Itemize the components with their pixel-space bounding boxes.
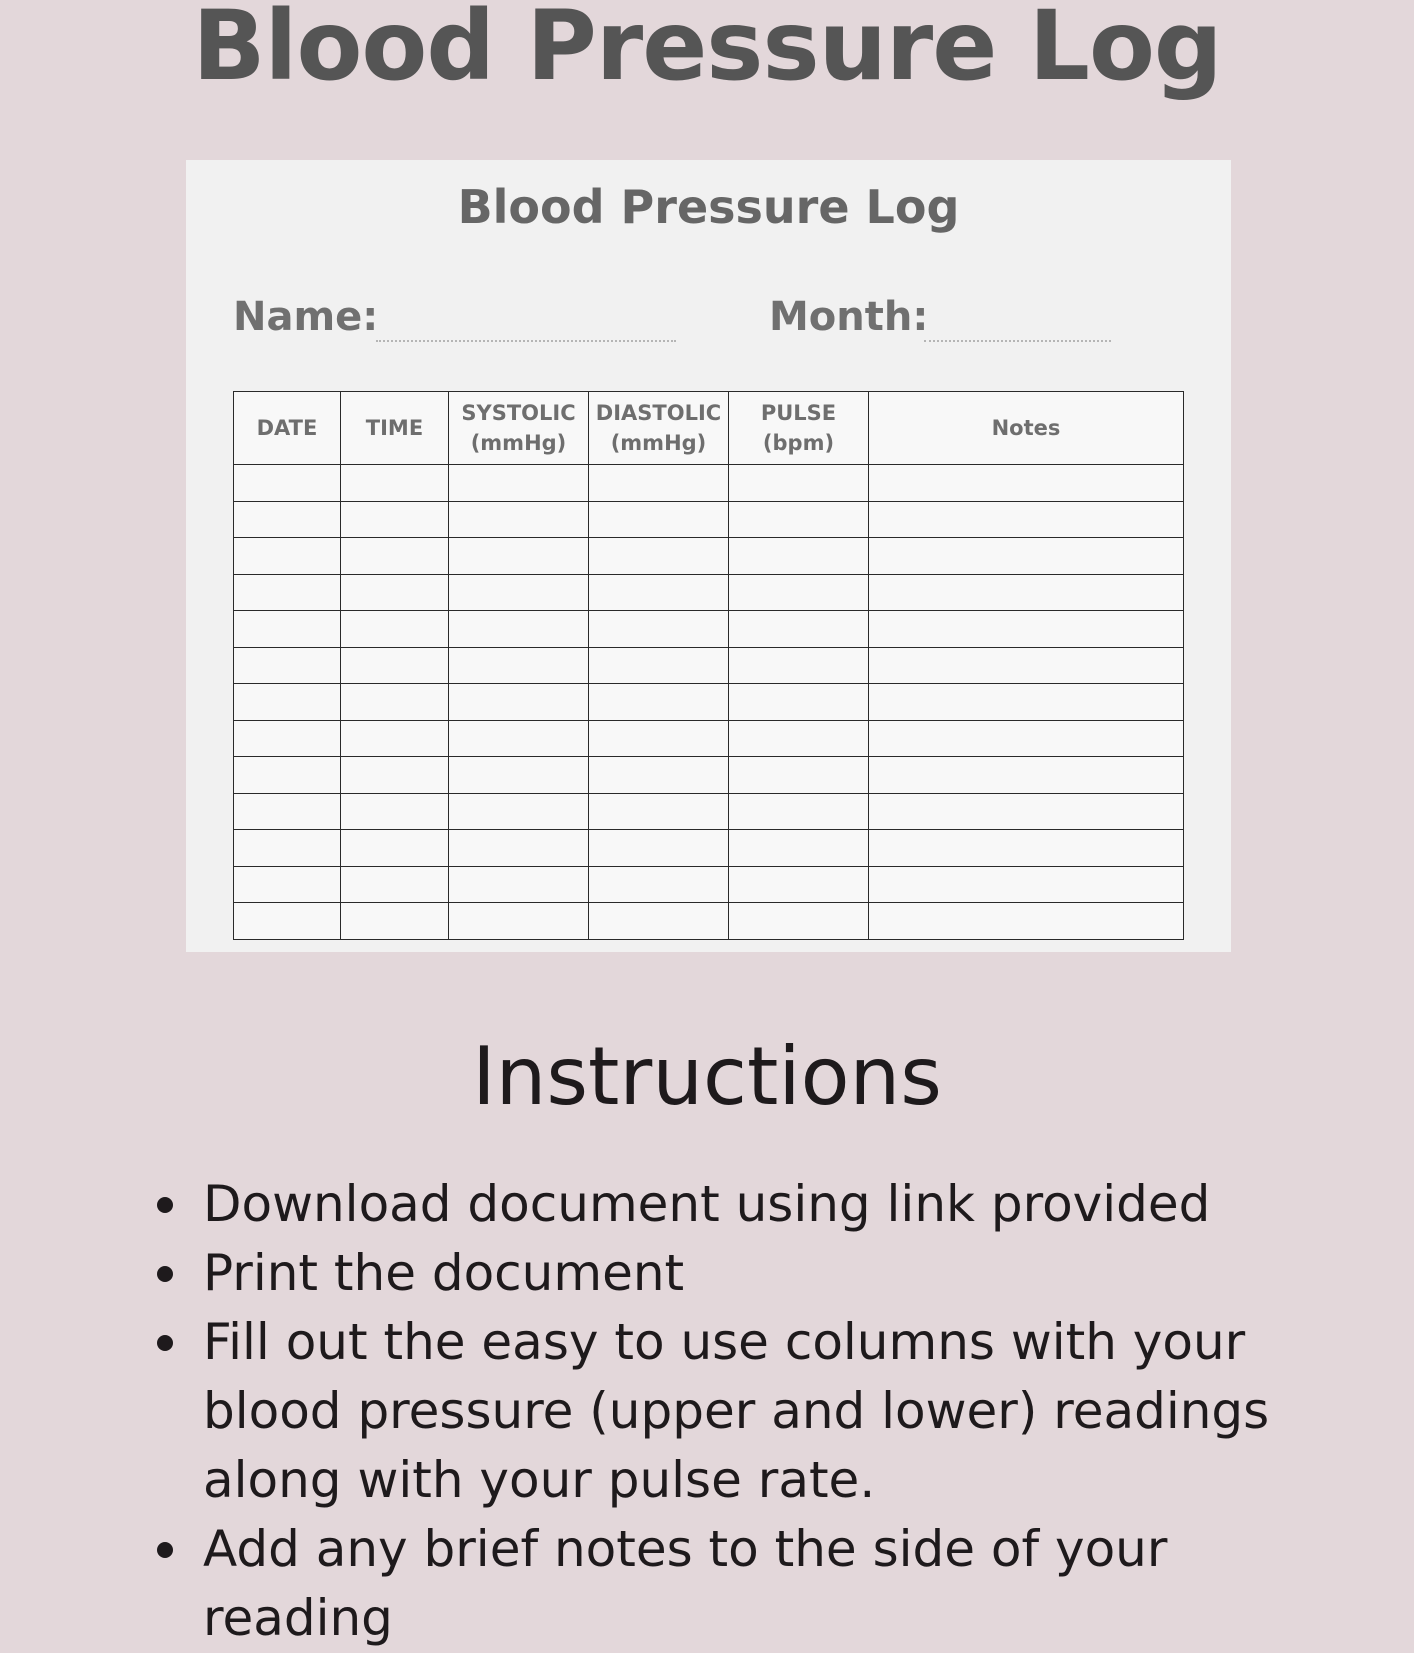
table-cell	[234, 866, 341, 903]
table-cell	[729, 611, 869, 648]
table-cell	[869, 501, 1184, 538]
table-cell	[589, 720, 729, 757]
table-cell	[869, 830, 1184, 867]
table-cell	[589, 830, 729, 867]
table-row	[234, 793, 1184, 830]
table-cell	[729, 465, 869, 502]
table-body	[234, 465, 1184, 940]
month-label: Month:	[769, 294, 929, 340]
table-cell	[234, 647, 341, 684]
table-row	[234, 866, 1184, 903]
table-cell	[589, 903, 729, 940]
table-cell	[341, 611, 449, 648]
table-cell	[729, 757, 869, 794]
table-cell	[234, 903, 341, 940]
table-row	[234, 830, 1184, 867]
table-cell	[449, 465, 589, 502]
column-header-notes: Notes	[869, 392, 1184, 465]
table-cell	[869, 720, 1184, 757]
table-cell	[729, 574, 869, 611]
table-cell	[869, 647, 1184, 684]
table-cell	[869, 611, 1184, 648]
table-row	[234, 465, 1184, 502]
table-cell	[729, 903, 869, 940]
table-cell	[449, 830, 589, 867]
table-cell	[729, 793, 869, 830]
column-header-pulse: PULSE (bpm)	[729, 392, 869, 465]
table-cell	[341, 757, 449, 794]
table-cell	[341, 684, 449, 721]
instruction-item: Fill out the easy to use columns with your blood pressure (upper and lower) readings along with your pulse rate.	[0, 1308, 1414, 1515]
table-cell	[341, 538, 449, 575]
table-cell	[234, 757, 341, 794]
table-cell	[869, 903, 1184, 940]
instruction-item: Add any brief notes to the side of your reading	[0, 1515, 1414, 1653]
table-cell	[729, 647, 869, 684]
table-cell	[449, 538, 589, 575]
table-cell	[341, 574, 449, 611]
table-cell	[729, 538, 869, 575]
table-cell	[589, 501, 729, 538]
table-cell	[341, 793, 449, 830]
page-title: Blood Pressure Log	[192, 0, 1222, 102]
bullet-icon	[157, 1266, 173, 1282]
table-cell	[341, 866, 449, 903]
table-cell	[729, 501, 869, 538]
table-cell	[234, 611, 341, 648]
column-header-diastolic: DIASTOLIC (mmHg)	[589, 392, 729, 465]
table-cell	[341, 465, 449, 502]
table-cell	[341, 830, 449, 867]
table-cell	[449, 501, 589, 538]
table-cell	[234, 684, 341, 721]
table-cell	[234, 830, 341, 867]
table-cell	[449, 866, 589, 903]
table-cell	[234, 793, 341, 830]
table-cell	[869, 866, 1184, 903]
table-cell	[234, 501, 341, 538]
table-cell	[341, 903, 449, 940]
table-row	[234, 903, 1184, 940]
table-cell	[589, 866, 729, 903]
table-row	[234, 684, 1184, 721]
log-sheet-preview	[186, 160, 1231, 952]
table-row	[234, 757, 1184, 794]
bullet-icon	[157, 1335, 173, 1351]
table-cell	[589, 793, 729, 830]
table-cell	[234, 538, 341, 575]
table-cell	[869, 757, 1184, 794]
name-label: Name:	[233, 294, 379, 340]
table-cell	[589, 611, 729, 648]
table-cell	[449, 574, 589, 611]
table-cell	[729, 720, 869, 757]
table-row	[234, 501, 1184, 538]
table-cell	[869, 574, 1184, 611]
table-row	[234, 538, 1184, 575]
table-cell	[449, 757, 589, 794]
table-cell	[234, 465, 341, 502]
table-cell	[449, 793, 589, 830]
table-cell	[869, 793, 1184, 830]
bullet-icon	[157, 1197, 173, 1213]
table-cell	[449, 611, 589, 648]
table-cell	[589, 538, 729, 575]
table-row	[234, 574, 1184, 611]
table-cell	[729, 866, 869, 903]
table-cell	[341, 647, 449, 684]
instruction-item: Print the document	[0, 1239, 1414, 1308]
table-cell	[589, 647, 729, 684]
table-row	[234, 611, 1184, 648]
column-header-date: DATE	[234, 392, 341, 465]
instruction-item: Download document using link provided	[0, 1170, 1414, 1239]
table-cell	[869, 465, 1184, 502]
table-cell	[589, 574, 729, 611]
table-cell	[449, 684, 589, 721]
month-line	[924, 340, 1111, 342]
table-cell	[341, 720, 449, 757]
table-cell	[449, 647, 589, 684]
table-cell	[869, 538, 1184, 575]
table-cell	[234, 574, 341, 611]
table-cell	[449, 903, 589, 940]
instructions-list	[0, 1170, 1414, 1653]
log-table	[233, 391, 1184, 940]
table-cell	[729, 684, 869, 721]
table-header-row	[234, 392, 1184, 465]
table-cell	[869, 684, 1184, 721]
table-cell	[729, 830, 869, 867]
name-line	[376, 340, 676, 342]
table-cell	[589, 465, 729, 502]
table-cell	[449, 720, 589, 757]
table-row	[234, 720, 1184, 757]
instructions-title: Instructions	[472, 1030, 942, 1123]
table-cell	[234, 720, 341, 757]
table-cell	[589, 684, 729, 721]
column-header-systolic: SYSTOLIC (mmHg)	[449, 392, 589, 465]
column-header-time: TIME	[341, 392, 449, 465]
table-cell	[341, 501, 449, 538]
bullet-icon	[157, 1542, 173, 1558]
sheet-title: Blood Pressure Log	[457, 180, 960, 234]
table-cell	[589, 757, 729, 794]
table-row	[234, 647, 1184, 684]
